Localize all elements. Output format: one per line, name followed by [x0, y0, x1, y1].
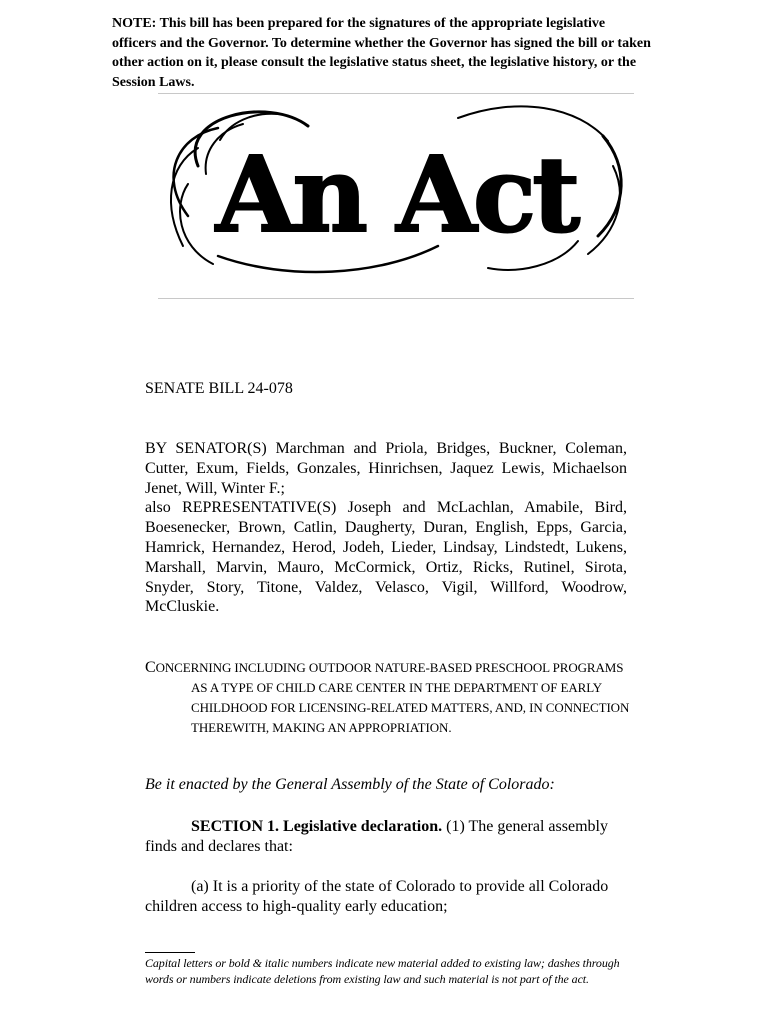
- section-1-text-rest: finds and declares that:: [145, 838, 293, 855]
- an-act-logo: [158, 96, 634, 296]
- section-1-paragraph: [145, 817, 627, 857]
- bill-title-line-2: AS A TYPE OF CHILD CARE CENTER IN THE DEPARTMENT OF EARLY: [191, 680, 603, 695]
- section-1-heading: SECTION 1. Legislative declaration.: [191, 818, 443, 835]
- section-1-text: (1) The general assembly: [442, 818, 608, 835]
- header-rule-top: [158, 93, 634, 94]
- bill-title-line-1: ONCERNING INCLUDING OUTDOOR NATURE-BASED PRESCHOOL PROGRAMS: [155, 660, 624, 675]
- header-rule-bottom: [158, 298, 634, 299]
- bill-title-line-3: CHILDHOOD FOR LICENSING-RELATED MATTERS, AND, IN CONNECTION: [191, 700, 630, 715]
- bill-title: [145, 658, 630, 738]
- an-act-logo-text: An Act: [215, 133, 577, 256]
- bill-title-line-4: THEREWITH, MAKING AN APPROPRIATION.: [191, 720, 452, 735]
- paragraph-a-rest: children access to high-quality early education;: [145, 898, 448, 915]
- sponsors-block: [145, 439, 627, 617]
- footnote: Capital letters or bold & italic numbers indicate new material added to existing law; dashes through words or numbers indicate deletions from existing law and such material is not part of the act.: [145, 956, 620, 986]
- paragraph-a: [145, 877, 627, 917]
- bill-title-initial: C: [145, 659, 156, 676]
- bill-number: SENATE BILL 24-078: [145, 380, 293, 397]
- enacting-clause: Be it enacted by the General Assembly of the State of Colorado:: [145, 776, 555, 793]
- signature-note: NOTE: This bill has been prepared for the signatures of the appropriate legislative officers and the Governor. To determine whether the Governor has signed the bill or taken other action on it, please consult the legislative status sheet, the legislative history, or the Session Laws.: [112, 16, 651, 90]
- house-sponsors: also REPRESENTATIVE(S) Joseph and McLachlan, Amabile, Bird, Boesenecker, Brown, Catlin, Daugherty, Duran, English, Epps, Garcia, Hamrick, Hernandez, Herod, Jodeh, Lieder, Lindsay, Lindstedt, Lukens, Marshall, Marvin, Mauro, McCormick, Ortiz, Ricks, Rutinel, Sirota, Snyder, Story, Titone, Valdez, Velasco, Vigil, Willford, Woodrow, McCluskie.: [145, 499, 627, 616]
- paragraph-a-first-line: (a) It is a priority of the state of Colorado to provide all Colorado: [191, 878, 609, 895]
- senate-sponsors: BY SENATOR(S) Marchman and Priola, Bridges, Buckner, Coleman, Cutter, Exum, Fields, Gonzales, Hinrichsen, Jaquez Lewis, Michaelson Jenet, Will, Winter F.;: [145, 440, 627, 497]
- footnote-rule: [145, 952, 195, 953]
